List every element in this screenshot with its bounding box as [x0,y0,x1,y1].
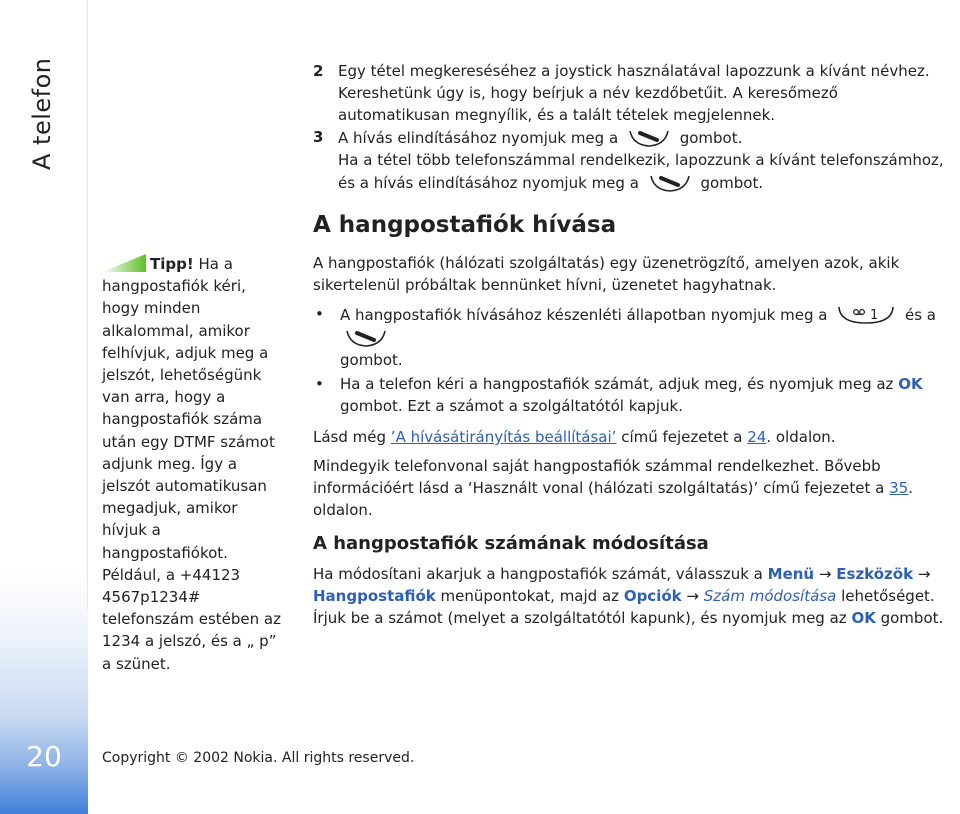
paragraph [313,455,953,521]
paragraph [313,563,953,629]
page-number: 20 [26,740,62,773]
cross-reference-link[interactable]: ’A hívásátirányítás beállításai’ [390,428,617,446]
call-key-icon [627,126,671,148]
step-text: gombot. [700,174,764,192]
call-key-icon [648,171,692,193]
step-3 [313,126,953,194]
arrow-icon: → [917,565,931,583]
text: Ha módosítani akarjuk a hangpostafiók számát, válasszuk a [313,565,763,583]
arrow-icon: → [818,565,832,583]
text: menüpontokat, majd az [440,587,620,605]
menu-path-change-number: Szám módosítása [703,587,837,605]
see-also-paragraph [313,426,953,448]
bullet-text: Ha a telefon kéri a hangpostafiók számát, adjuk meg, és nyomjuk meg az [340,375,894,393]
list-item [313,373,953,417]
subsection-heading: A hangpostafiók számának módosítása [313,533,709,554]
bullet-icon: • [315,375,324,393]
menu-path-tools: Eszközök [836,565,914,583]
text: . oldalon. [313,479,913,519]
page-reference-link[interactable]: 35 [889,479,909,497]
menu-path-options: Opciók [623,587,682,605]
arrow-icon: → [686,587,699,605]
copyright-footer: Copyright © 2002 Nokia. All rights reserved. [102,750,415,766]
text: Lásd még [313,428,387,446]
step-2 [313,60,953,126]
text: lehetőséget. Írjuk be a számot (melyet a szolgáltatótól kapunk), és nyomjuk meg az [313,587,935,627]
step-number: 3 [313,128,324,146]
paragraph: A hangpostafiók (hálózati szolgáltatás) egy üzenetrögzítő, amelyen azok, akik sikertelenül próbáltak bennünket hívni, üzenetet hagyhatnak. [313,254,900,294]
chapter-title: A telefon [28,57,56,170]
ok-key-label: OK [851,609,876,627]
text: című fejezetet a [621,428,743,446]
tip-text: Ha a hangpostafiók kéri, hogy minden alkalommal, amikor felhívjuk, adjuk meg a jelszót, lehetőségünk van arra, hogy a hangpostafiók száma után egy DTMF számot adjunk meg. Így a jelszót automatikusan megadjuk, amikor hívjuk a hangpostafiókot. Például, a +44123 4567p1234# telefonszám estében az 1234 a jelszó, és a „ p” a szünet. [102,255,281,673]
step-text: Egy tétel megkereséséhez a joystick használatával lapozzunk a kívánt névhez. Kereshetünk úgy is, hogy beírjuk a név kezdőbetűit. A keresőmező automatikusan megnyílik, és a talált tételek megjelennek. [338,62,930,124]
bullet-text: A hangpostafiók hívásához készenléti állapotban nyomjuk meg a [340,306,828,324]
list-item [313,303,953,371]
tip-arrow-icon [102,252,146,272]
voicemail-key-1-icon [836,303,896,325]
svg-text:1: 1 [870,308,879,323]
tip-label: Tipp! [150,255,194,273]
ok-key-label: OK [898,375,923,393]
menu-path-voicemail: Hangpostafiók [313,587,436,605]
step-text: A hívás elindításához nyomjuk meg a [338,129,619,147]
step-text: gombot. [679,129,743,147]
step-text: Ha a tétel több telefonszámmal rendelkezik, lapozzunk a kívánt telefonszámhoz, és a hívás elindításához nyomjuk meg a [338,151,944,192]
text: Mindegyik telefonvonal saját hangpostafiók számmal rendelkezhet. Bővebb információért lásd a ‘Használt vonal (hálózati szolgáltatás)’ című fejezetet a [313,457,885,497]
text: . oldalon. [766,428,836,446]
step-number: 2 [313,62,324,80]
tab-divider [87,0,88,610]
bullet-text: gombot. [340,351,403,369]
call-key-icon [344,326,388,348]
page-reference-link[interactable]: 24 [747,428,767,446]
menu-path-menu: Menü [767,565,815,583]
section-heading: A hangpostafiók hívása [313,212,617,238]
main-content [313,60,953,636]
bullet-text: és a [905,306,937,324]
text: gombot. [880,609,944,627]
bullet-icon: • [315,305,324,323]
bullet-text: gombot. Ezt a számot a szolgáltatótól kapjuk. [340,397,683,415]
tip-box [102,252,284,675]
